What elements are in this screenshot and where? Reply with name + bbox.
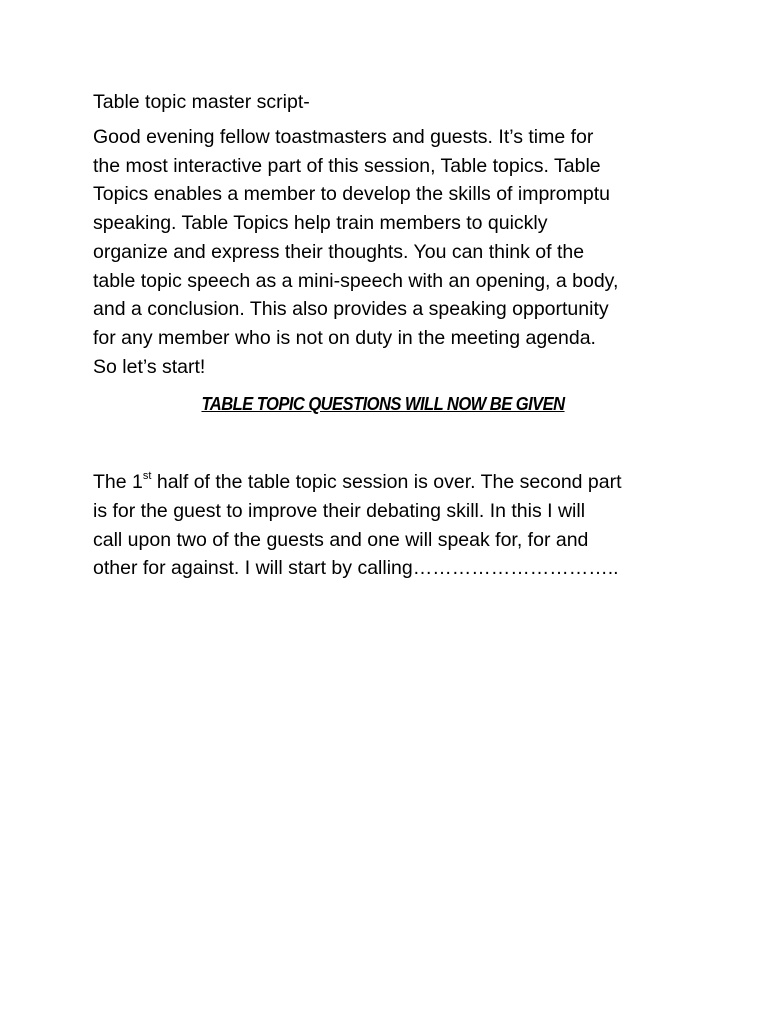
paragraph-line: call upon two of the guests and one will speak for, for and [93,528,589,551]
line-text: half of the table topic session is over. The second part [151,471,622,494]
section-heading: TABLE TOPIC QUESTIONS WILL NOW BE GIVEN [201,394,565,415]
paragraph-line: table topic speech as a mini-speech with an opening, a body, [93,269,619,292]
paragraph-line: Topics enables a member to develop the skills of impromptu [93,183,610,206]
paragraph-line [93,468,693,497]
paragraph-line: and a conclusion. This also provides a speaking opportunity [93,298,609,321]
paragraph-line: organize and express their thoughts. You can think of the [93,240,585,263]
paragraph-line: speaking. Table Topics help train members to quickly [93,212,548,235]
closing-paragraph [93,468,693,583]
paragraph-line: the most interactive part of this session, Table topics. Table [93,154,601,177]
document-content [93,89,693,583]
paragraph-line: is for the guest to improve their debating skill. In this I will [93,500,586,523]
paragraph-line: other for against. I will start by calling………………………….. [93,557,619,580]
document-title: Table topic master script- [93,91,310,113]
ordinal-suffix: st [142,469,152,482]
paragraph-line: So let’s start! [93,355,206,378]
paragraph-line: for any member who is not on duty in the meeting agenda. [93,326,596,349]
line-text: The 1 [93,471,143,494]
paragraph-line: Good evening fellow toastmasters and guests. It’s time for [93,126,594,148]
intro-paragraph [93,123,693,381]
